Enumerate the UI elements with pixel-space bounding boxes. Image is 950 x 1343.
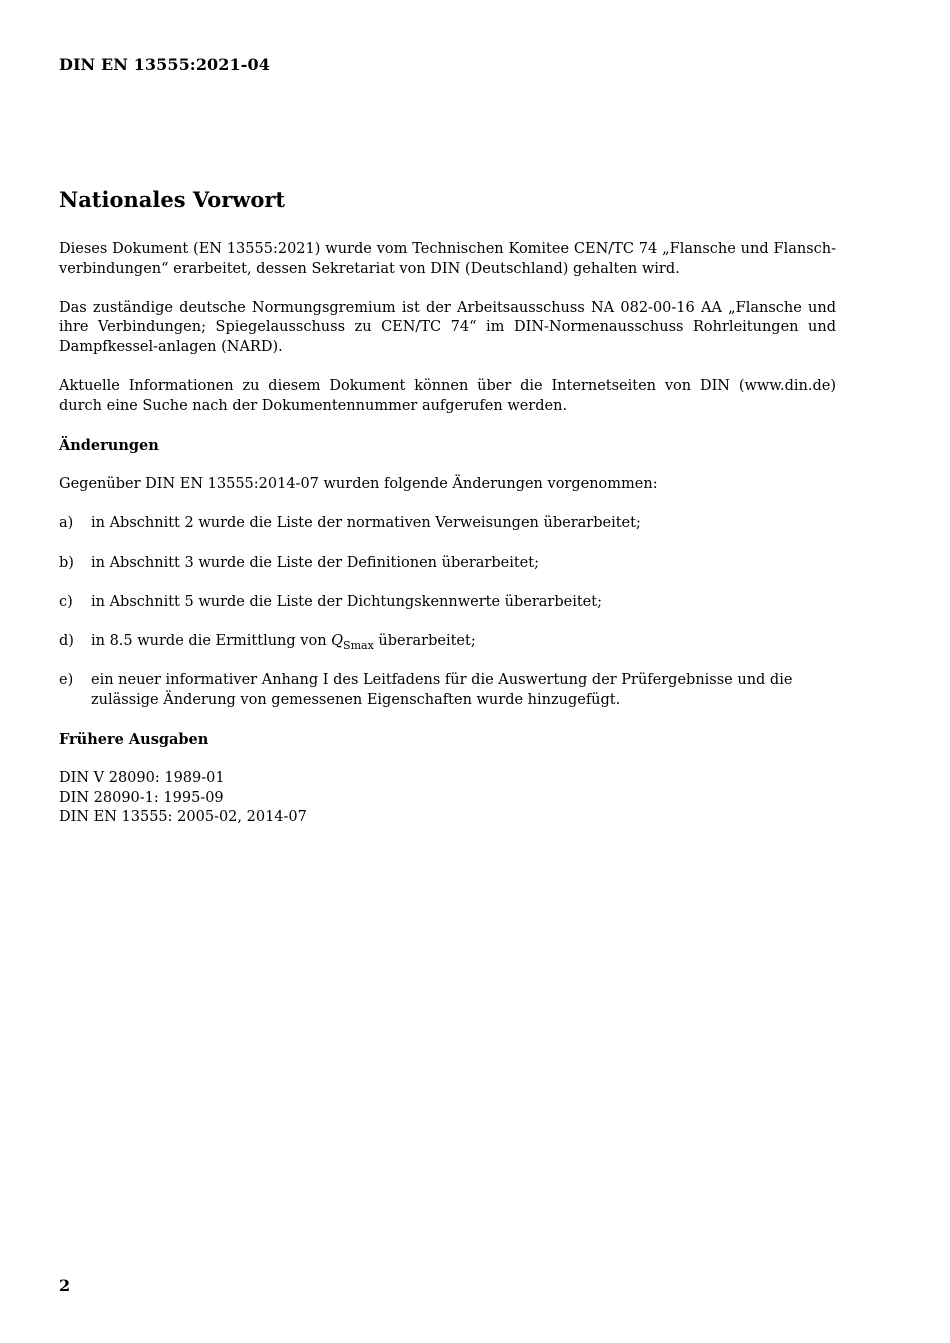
list-item — [59, 671, 836, 710]
list-item — [59, 593, 836, 613]
list-item-text: in Abschnitt 5 wurde die Liste der Dichtungskennwerte überarbeitet; — [91, 593, 602, 610]
list-item-text-before: in 8.5 wurde die Ermittlung von — [91, 632, 332, 649]
paragraph-national-body: Das zuständige deutsche Normungsgremium ist der Arbeitsausschuss NA 082-00-16 AA „Flansche und ihre Verbindungen; Spiegelausschuss zu CEN/TC 74“ im DIN-Normenausschuss Rohrleitungen und Dampfkessel-anlagen (NARD). — [59, 299, 836, 355]
edition-line: DIN 28090-1: 1995-09 — [59, 789, 224, 806]
list-item-text: in Abschnitt 3 wurde die Liste der Definitionen überarbeitet; — [91, 554, 539, 571]
page-number: 2 — [59, 1276, 71, 1295]
list-marker: a) — [59, 515, 74, 532]
edition-line: DIN EN 13555: 2005-02, 2014-07 — [59, 809, 307, 826]
page-title: Nationales Vorwort — [59, 187, 286, 212]
edition-line: DIN V 28090: 1989-01 — [59, 770, 225, 787]
formula-symbol: Q — [331, 632, 344, 649]
previous-editions-list — [59, 769, 836, 828]
list-item-text-after: überarbeitet; — [373, 632, 476, 649]
formula-subscript: Smax — [343, 638, 374, 652]
changes-intro: Gegenüber DIN EN 13555:2014-07 wurden folgende Änderungen vorgenommen: — [59, 476, 658, 493]
paragraph-committee: Dieses Dokument (EN 13555:2021) wurde vom Technischen Komitee CEN/TC 74 „Flansche und Flansch-verbindungen“ erarbeitet, dessen Sekretariat von DIN (Deutschland) gehalten wird. — [59, 241, 836, 277]
list-marker: c) — [59, 593, 73, 610]
paragraph-current-info: Aktuelle Informationen zu diesem Dokument können über die Internetseiten von DIN (www.din.de) durch eine Suche nach der Dokumentennummer aufgerufen werden. — [59, 378, 836, 414]
list-item-text: ein neuer informativer Anhang I des Leitfadens für die Auswertung der Prüfergebnisse und die zulässige Änderung von gemessenen Eigenschaften wurde hinzugefügt. — [91, 672, 793, 708]
list-item-text: in Abschnitt 2 wurde die Liste der normativen Verweisungen überarbeitet; — [91, 515, 641, 532]
list-item — [59, 554, 836, 574]
list-marker: d) — [59, 632, 74, 649]
list-item — [59, 632, 836, 652]
list-item — [59, 514, 836, 534]
document-body — [59, 186, 836, 828]
list-marker: b) — [59, 554, 74, 571]
list-marker: e) — [59, 672, 74, 689]
changes-heading: Änderungen — [59, 436, 159, 454]
previous-editions-heading: Frühere Ausgaben — [59, 730, 209, 748]
changes-list — [59, 514, 836, 710]
document-code-header: DIN EN 13555:2021-04 — [59, 55, 270, 74]
